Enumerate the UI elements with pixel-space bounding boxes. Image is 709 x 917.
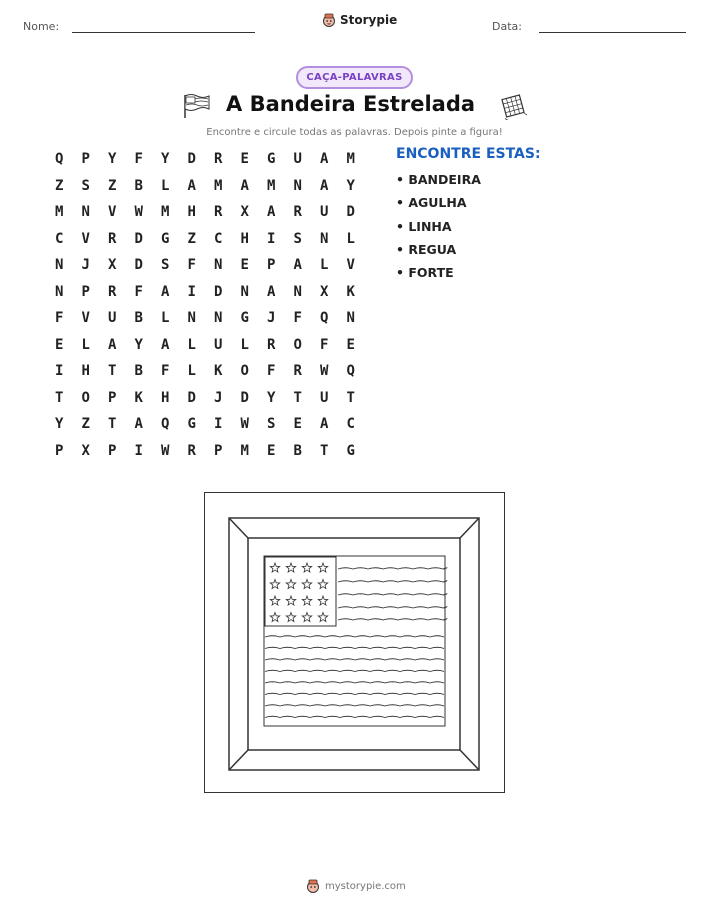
grid-row bbox=[46, 332, 364, 359]
grid-letter[interactable]: R bbox=[108, 283, 117, 300]
star-icon bbox=[286, 580, 296, 589]
grid-row bbox=[46, 411, 364, 438]
grid-row bbox=[46, 305, 364, 332]
grid-letter[interactable]: D bbox=[240, 389, 249, 406]
quilt-icon bbox=[499, 92, 527, 120]
grid-letter[interactable]: A bbox=[267, 283, 276, 300]
word-list-title: ENCONTRE ESTAS: bbox=[396, 146, 541, 162]
grid-letter[interactable]: O bbox=[81, 389, 90, 406]
flag-stripe bbox=[338, 619, 447, 620]
grid-letter[interactable]: T bbox=[293, 389, 302, 406]
grid-letter[interactable]: L bbox=[161, 177, 170, 194]
grid-letter[interactable]: E bbox=[55, 336, 64, 353]
grid-letter[interactable]: N bbox=[293, 283, 302, 300]
grid-letter[interactable]: R bbox=[267, 336, 276, 353]
grid-letter[interactable]: P bbox=[55, 442, 64, 459]
grid-letter[interactable]: A bbox=[187, 177, 196, 194]
letter-grid[interactable] bbox=[46, 146, 364, 464]
grid-letter[interactable]: S bbox=[81, 177, 90, 194]
grid-row bbox=[46, 199, 364, 226]
star-icon bbox=[318, 563, 328, 572]
grid-row bbox=[46, 173, 364, 200]
grid-letter[interactable]: H bbox=[161, 389, 170, 406]
grid-letter[interactable]: B bbox=[134, 177, 143, 194]
grid-letter[interactable]: I bbox=[267, 230, 276, 247]
grid-letter[interactable]: H bbox=[81, 363, 90, 380]
grid-letter[interactable]: E bbox=[293, 416, 302, 433]
star-icon bbox=[318, 596, 328, 605]
flag-stripe bbox=[265, 705, 444, 706]
flag-stripe bbox=[265, 636, 444, 637]
grid-letter[interactable]: F bbox=[187, 257, 196, 274]
grid-letter[interactable]: V bbox=[346, 257, 355, 274]
grid-row bbox=[46, 226, 364, 253]
grid-letter[interactable]: M bbox=[214, 177, 223, 194]
grid-letter[interactable]: R bbox=[214, 204, 223, 221]
grid-letter[interactable]: Z bbox=[108, 177, 117, 194]
grid-letter[interactable]: K bbox=[346, 283, 355, 300]
flag-stripe bbox=[338, 568, 447, 569]
date-label: Data: bbox=[492, 20, 522, 33]
grid-letter[interactable]: W bbox=[161, 442, 170, 459]
star-icon bbox=[270, 580, 280, 589]
grid-letter[interactable]: D bbox=[134, 230, 143, 247]
star-icon bbox=[270, 613, 280, 622]
waving-flag-icon bbox=[182, 93, 212, 119]
grid-letter[interactable]: L bbox=[161, 310, 170, 327]
grid-letter[interactable]: Q bbox=[55, 151, 64, 168]
grid-letter[interactable]: Z bbox=[81, 416, 90, 433]
star-icon bbox=[270, 563, 280, 572]
grid-letter[interactable]: P bbox=[81, 283, 90, 300]
grid-letter[interactable]: U bbox=[320, 204, 329, 221]
grid-letter[interactable]: H bbox=[240, 230, 249, 247]
star-icon bbox=[286, 596, 296, 605]
grid-letter[interactable]: G bbox=[240, 310, 249, 327]
grid-letter[interactable]: S bbox=[267, 416, 276, 433]
word-list bbox=[396, 172, 481, 288]
grid-letter[interactable]: F bbox=[320, 336, 329, 353]
footer bbox=[306, 879, 406, 893]
grid-letter[interactable]: D bbox=[346, 204, 355, 221]
grid-letter[interactable]: K bbox=[134, 389, 143, 406]
grid-letter[interactable]: Q bbox=[346, 363, 355, 380]
grid-letter[interactable]: P bbox=[214, 442, 223, 459]
grid-letter[interactable]: L bbox=[240, 336, 249, 353]
word-list-item: • REGUA bbox=[396, 241, 457, 257]
word-list-item: • AGULHA bbox=[396, 195, 467, 211]
grid-letter[interactable]: O bbox=[293, 336, 302, 353]
flag-stripe bbox=[265, 670, 444, 671]
coloring-picture[interactable] bbox=[204, 492, 505, 793]
grid-letter[interactable]: T bbox=[55, 389, 64, 406]
flag-stripe bbox=[265, 682, 444, 683]
flag-stripe bbox=[338, 581, 447, 582]
grid-letter[interactable]: N bbox=[293, 177, 302, 194]
grid-letter[interactable]: G bbox=[267, 151, 276, 168]
grid-letter[interactable]: N bbox=[240, 283, 249, 300]
name-label: Nome: bbox=[23, 20, 60, 33]
instructions: Encontre e circule todas as palavras. Depois pinte a figura! bbox=[206, 127, 503, 138]
grid-letter[interactable]: F bbox=[161, 363, 170, 380]
grid-letter[interactable]: P bbox=[108, 442, 117, 459]
grid-letter[interactable]: P bbox=[108, 389, 117, 406]
grid-letter[interactable]: Z bbox=[187, 230, 196, 247]
grid-letter[interactable]: Y bbox=[267, 389, 276, 406]
flag-stripe bbox=[265, 716, 444, 717]
grid-letter[interactable]: R bbox=[293, 363, 302, 380]
grid-letter[interactable]: Q bbox=[320, 310, 329, 327]
grid-letter[interactable]: E bbox=[240, 151, 249, 168]
flag-stripe bbox=[338, 607, 447, 608]
grid-letter[interactable]: N bbox=[214, 310, 223, 327]
grid-letter[interactable]: I bbox=[187, 283, 196, 300]
grid-letter[interactable]: A bbox=[320, 416, 329, 433]
star-icon bbox=[286, 613, 296, 622]
grid-letter[interactable]: N bbox=[55, 283, 64, 300]
grid-letter[interactable]: J bbox=[267, 310, 276, 327]
grid-letter[interactable]: I bbox=[214, 416, 223, 433]
grid-letter[interactable]: R bbox=[293, 204, 302, 221]
grid-letter[interactable]: D bbox=[187, 389, 196, 406]
flag-stripe bbox=[265, 647, 444, 648]
grid-letter[interactable]: K bbox=[214, 363, 223, 380]
grid-letter[interactable]: L bbox=[320, 257, 329, 274]
grid-letter[interactable]: I bbox=[134, 442, 143, 459]
storypie-mascot-icon bbox=[306, 879, 320, 893]
grid-letter[interactable]: P bbox=[81, 151, 90, 168]
grid-letter[interactable]: E bbox=[240, 257, 249, 274]
grid-letter[interactable]: C bbox=[214, 230, 223, 247]
grid-letter[interactable]: R bbox=[187, 442, 196, 459]
grid-letter[interactable]: G bbox=[346, 442, 355, 459]
grid-letter[interactable]: A bbox=[293, 257, 302, 274]
grid-letter[interactable]: T bbox=[108, 363, 117, 380]
grid-letter[interactable]: L bbox=[346, 230, 355, 247]
brand-name: Storypie bbox=[340, 13, 398, 27]
grid-letter[interactable]: N bbox=[320, 230, 329, 247]
grid-letter[interactable]: L bbox=[187, 363, 196, 380]
grid-letter[interactable]: M bbox=[346, 151, 355, 168]
grid-letter[interactable]: Y bbox=[161, 151, 170, 168]
grid-letter[interactable]: M bbox=[55, 204, 64, 221]
grid-letter[interactable]: U bbox=[108, 310, 117, 327]
grid-letter[interactable]: X bbox=[81, 442, 90, 459]
grid-letter[interactable]: A bbox=[240, 177, 249, 194]
storypie-mascot-icon bbox=[322, 13, 336, 27]
grid-letter[interactable]: O bbox=[240, 363, 249, 380]
grid-letter[interactable]: D bbox=[214, 283, 223, 300]
grid-letter[interactable]: W bbox=[240, 416, 249, 433]
grid-letter[interactable]: U bbox=[214, 336, 223, 353]
flag-stripes bbox=[265, 568, 447, 718]
grid-letter[interactable]: N bbox=[187, 310, 196, 327]
star-icon bbox=[270, 596, 280, 605]
grid-letter[interactable]: A bbox=[161, 283, 170, 300]
flag-stars bbox=[270, 563, 328, 622]
grid-letter[interactable]: I bbox=[55, 363, 64, 380]
grid-letter[interactable]: Z bbox=[55, 177, 64, 194]
grid-letter[interactable]: A bbox=[161, 336, 170, 353]
grid-letter[interactable]: Y bbox=[134, 336, 143, 353]
flag-stripe bbox=[338, 594, 447, 595]
grid-letter[interactable]: G bbox=[187, 416, 196, 433]
grid-row bbox=[46, 358, 364, 385]
name-line[interactable] bbox=[72, 32, 255, 33]
footer-url[interactable]: mystorypie.com bbox=[325, 880, 406, 892]
grid-letter[interactable]: M bbox=[161, 204, 170, 221]
grid-letter[interactable]: T bbox=[320, 442, 329, 459]
flag-stripe bbox=[265, 659, 444, 660]
grid-row bbox=[46, 279, 364, 306]
grid-letter[interactable]: W bbox=[134, 204, 143, 221]
grid-letter[interactable]: X bbox=[240, 204, 249, 221]
grid-letter[interactable]: H bbox=[187, 204, 196, 221]
grid-letter[interactable]: J bbox=[81, 257, 90, 274]
grid-letter[interactable]: Y bbox=[55, 416, 64, 433]
grid-letter[interactable]: T bbox=[108, 416, 117, 433]
word-list-item: • FORTE bbox=[396, 265, 454, 281]
star-icon bbox=[318, 580, 328, 589]
grid-letter[interactable]: R bbox=[214, 151, 223, 168]
framed-flag-illustration bbox=[205, 493, 503, 791]
star-icon bbox=[286, 563, 296, 572]
grid-letter[interactable]: N bbox=[55, 257, 64, 274]
grid-letter[interactable]: X bbox=[108, 257, 117, 274]
grid-letter[interactable]: V bbox=[81, 310, 90, 327]
grid-row bbox=[46, 438, 364, 465]
grid-letter[interactable]: U bbox=[320, 389, 329, 406]
word-list-item: • BANDEIRA bbox=[396, 172, 481, 187]
grid-letter[interactable]: D bbox=[134, 257, 143, 274]
grid-letter[interactable]: R bbox=[108, 230, 117, 247]
grid-letter[interactable]: Y bbox=[346, 177, 355, 194]
grid-letter[interactable]: F bbox=[293, 310, 302, 327]
grid-letter[interactable]: F bbox=[134, 283, 143, 300]
grid-letter[interactable]: A bbox=[320, 151, 329, 168]
star-icon bbox=[302, 613, 312, 622]
grid-letter[interactable]: A bbox=[267, 204, 276, 221]
grid-letter[interactable]: L bbox=[187, 336, 196, 353]
date-line[interactable] bbox=[539, 32, 686, 33]
grid-row bbox=[46, 385, 364, 412]
grid-letter[interactable]: B bbox=[134, 363, 143, 380]
grid-letter[interactable]: N bbox=[214, 257, 223, 274]
grid-letter[interactable]: X bbox=[320, 283, 329, 300]
brand bbox=[322, 13, 397, 27]
grid-letter[interactable]: A bbox=[108, 336, 117, 353]
grid-letter[interactable]: J bbox=[214, 389, 223, 406]
grid-letter[interactable]: G bbox=[161, 230, 170, 247]
flag-stripe bbox=[265, 693, 444, 694]
grid-letter[interactable]: Q bbox=[161, 416, 170, 433]
grid-letter[interactable]: E bbox=[267, 442, 276, 459]
grid-letter[interactable]: M bbox=[240, 442, 249, 459]
grid-row bbox=[46, 146, 364, 173]
grid-letter[interactable]: W bbox=[320, 363, 329, 380]
star-icon bbox=[318, 613, 328, 622]
grid-letter[interactable]: V bbox=[81, 230, 90, 247]
grid-letter[interactable]: S bbox=[161, 257, 170, 274]
star-icon bbox=[302, 596, 312, 605]
grid-letter[interactable]: F bbox=[267, 363, 276, 380]
grid-row bbox=[46, 252, 364, 279]
grid-letter[interactable]: S bbox=[293, 230, 302, 247]
grid-letter[interactable]: N bbox=[81, 204, 90, 221]
grid-letter[interactable]: A bbox=[134, 416, 143, 433]
grid-letter[interactable]: U bbox=[293, 151, 302, 168]
grid-letter[interactable]: T bbox=[346, 389, 355, 406]
grid-letter[interactable]: F bbox=[134, 151, 143, 168]
grid-letter[interactable]: L bbox=[81, 336, 90, 353]
grid-letter[interactable]: D bbox=[187, 151, 196, 168]
grid-letter[interactable]: P bbox=[267, 257, 276, 274]
grid-letter[interactable]: E bbox=[346, 336, 355, 353]
worksheet-type-badge: CAÇA-PALAVRAS bbox=[296, 66, 413, 89]
grid-letter[interactable]: F bbox=[55, 310, 64, 327]
grid-letter[interactable]: M bbox=[267, 177, 276, 194]
star-icon bbox=[302, 563, 312, 572]
grid-letter[interactable]: B bbox=[293, 442, 302, 459]
grid-letter[interactable]: C bbox=[55, 230, 64, 247]
grid-letter[interactable]: B bbox=[134, 310, 143, 327]
grid-letter[interactable]: Y bbox=[108, 151, 117, 168]
page-title: A Bandeira Estrelada bbox=[226, 92, 476, 116]
star-icon bbox=[302, 580, 312, 589]
grid-letter[interactable]: C bbox=[346, 416, 355, 433]
grid-letter[interactable]: N bbox=[346, 310, 355, 327]
grid-letter[interactable]: V bbox=[108, 204, 117, 221]
word-list-item: • LINHA bbox=[396, 218, 452, 234]
grid-letter[interactable]: A bbox=[320, 177, 329, 194]
